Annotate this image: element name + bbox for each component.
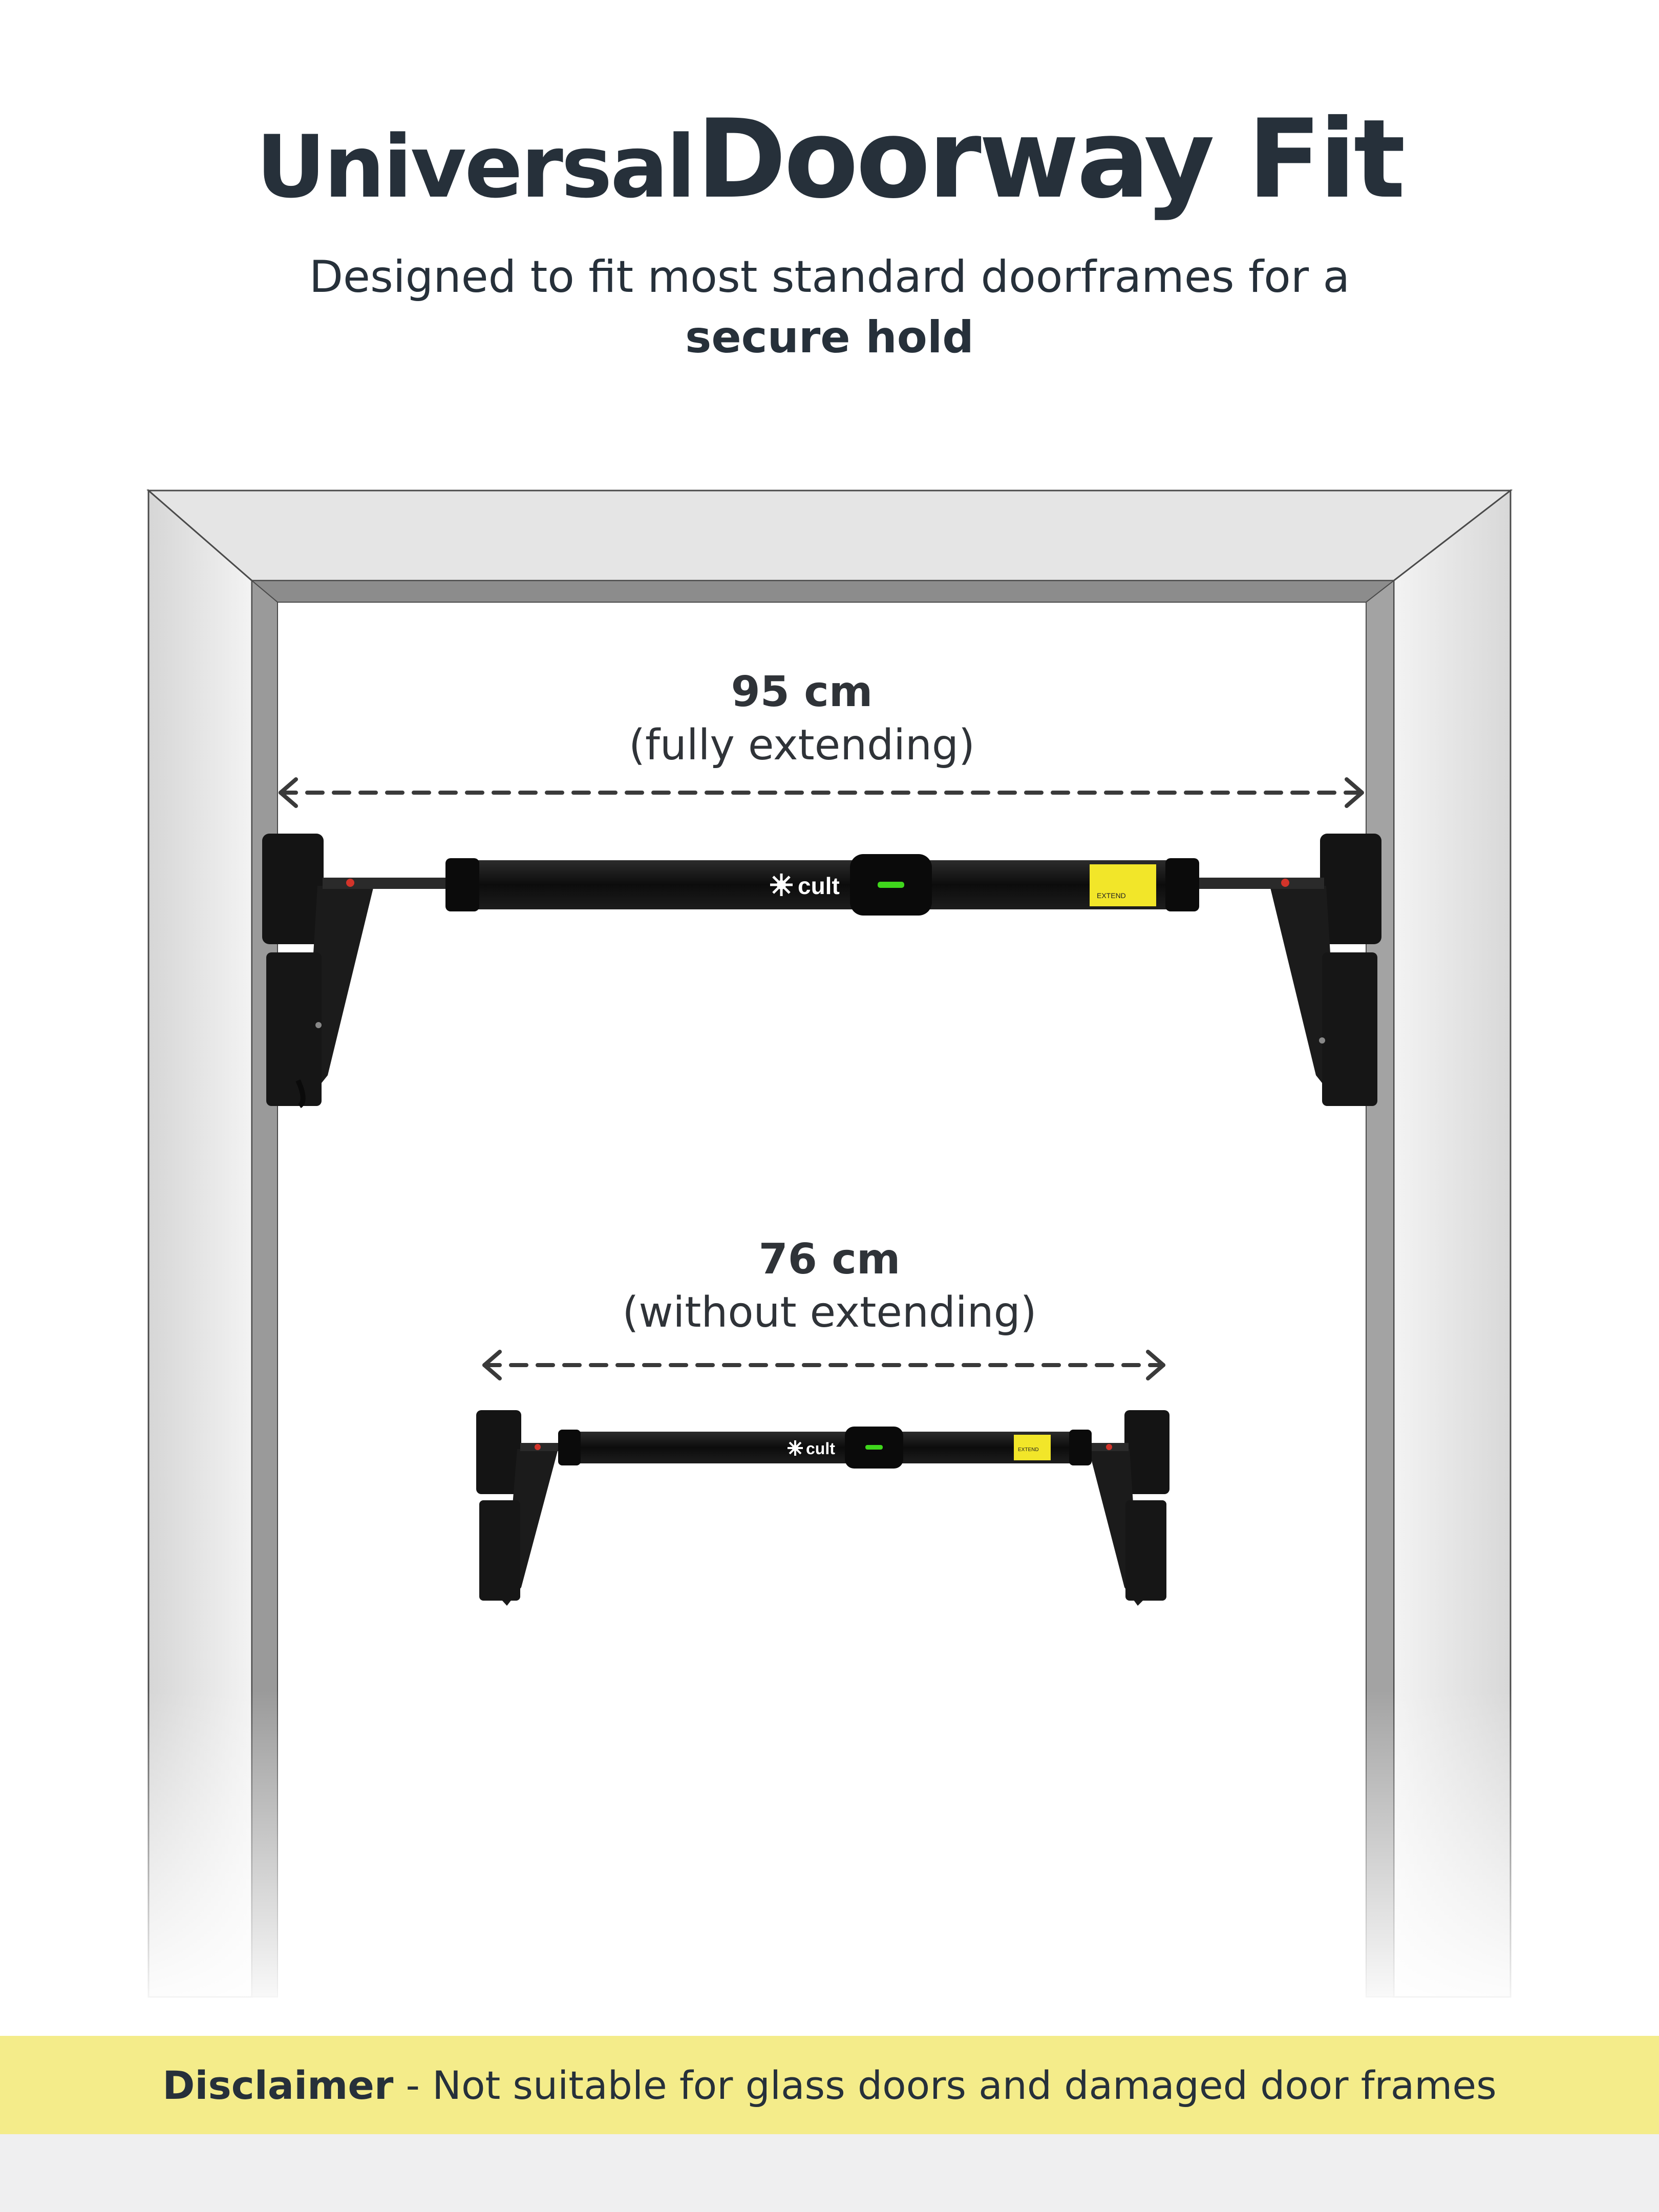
title-part-universal: Universal [256, 117, 694, 217]
footer-band [0, 2134, 1659, 2212]
disclaimer-banner [0, 2036, 1659, 2134]
extended-width-arrow [281, 779, 1362, 806]
extended-measurement-label [495, 666, 1109, 772]
page-title [0, 96, 1659, 222]
subtitle-line-1: Designed to fit most standard doorframes for a [309, 251, 1350, 303]
compact-width-arrow [484, 1352, 1163, 1378]
extend-sticker [1090, 864, 1156, 906]
page-subtitle [0, 247, 1659, 368]
title-part-doorway-fit: Doorway Fit [696, 96, 1403, 222]
left-bracket [262, 834, 374, 1106]
extended-measurement-value: 95 cm [731, 668, 873, 716]
compact-measurement-label [522, 1233, 1137, 1339]
disclaimer-text: - Not suitable for glass doors and damaged door frames [393, 2062, 1497, 2108]
brand-label-compact: cult [806, 1439, 835, 1458]
sticker-label: EXTEND [1097, 891, 1126, 900]
cult-logo-icon [770, 874, 793, 896]
right-bracket [1089, 1410, 1169, 1606]
disclaimer-label: Disclaimer [162, 2062, 394, 2108]
left-bracket [476, 1410, 558, 1606]
level-indicator [865, 1445, 883, 1450]
right-bracket [1270, 834, 1381, 1106]
subtitle-line-2: secure hold [685, 312, 974, 363]
extended-measurement-note: (fully extending) [629, 721, 975, 770]
compact-measurement-value: 76 cm [758, 1235, 901, 1284]
sticker-label-compact: EXTEND [1018, 1447, 1039, 1453]
compact-measurement-note: (without extending) [622, 1288, 1037, 1337]
level-indicator [878, 882, 904, 888]
cult-logo-icon [788, 1440, 803, 1456]
brand-label: cult [798, 873, 840, 899]
